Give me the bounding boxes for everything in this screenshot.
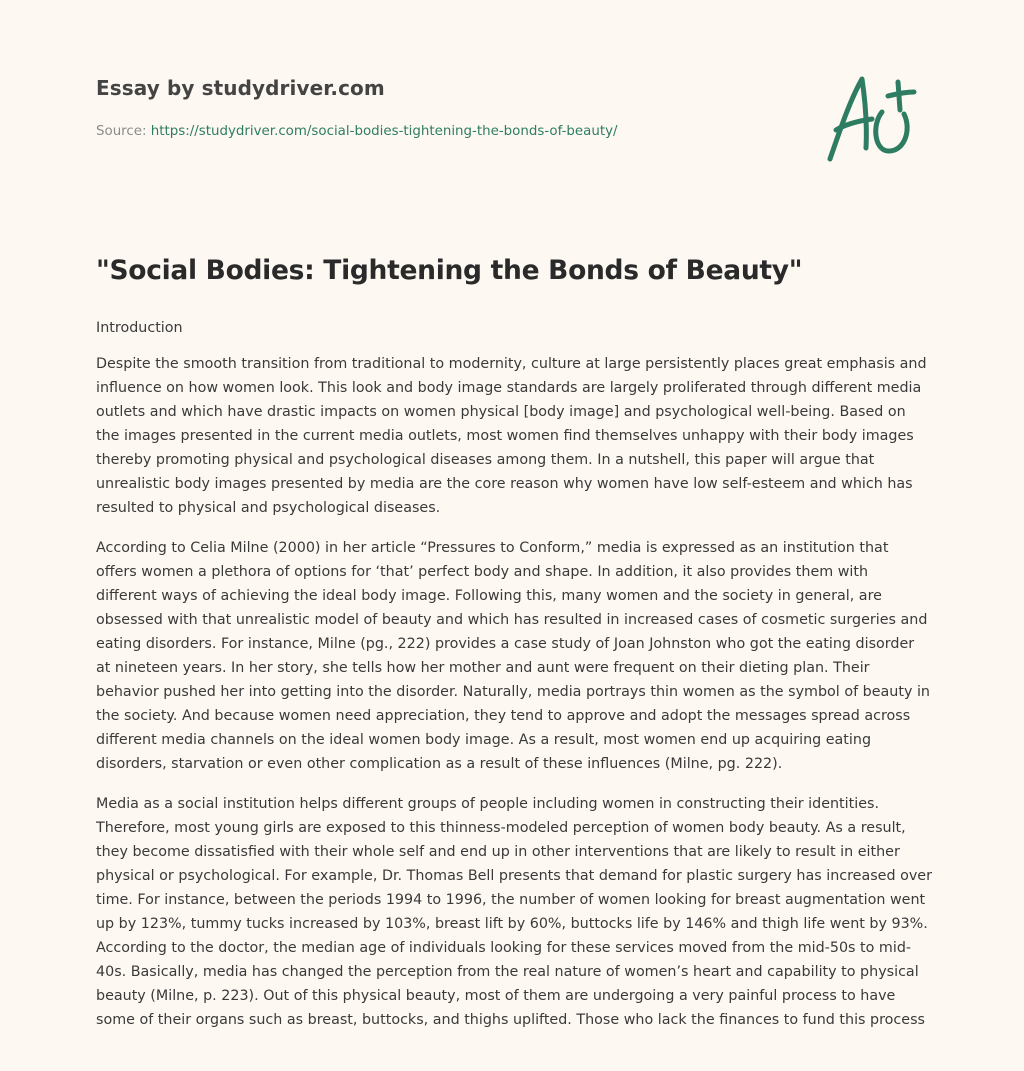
essay-body (96, 316, 932, 1048)
source-line (96, 124, 796, 139)
paragraph: According to Celia Milne (2000) in her article “Pressures to Conform,” media is expressed as an institution that offers women a plethora of options for ‘that’ perfect body and shape. In addition, it also provides them with different ways of achieving the ideal body image. Following this, many women and the society in general, are obsessed with that unrealistic model of beauty and which has resulted in increased cases of cosmetic surgeries and eating disorders. For instance, Milne (pg., 222) provides a case study of Joan Johnston who got the eating disorder at nineteen years. In her story, she tells how her mother and aunt were frequent on their dieting plan. Their behavior pushed her into getting into the disorder. Naturally, media portrays thin women as the symbol of beauty in the society. And because women need appreciation, they tend to approve and adopt the messages spread across different media channels on the ideal women body image. As a result, most women end up acquiring eating disorders, starvation or even other complication as a result of these influences (Milne, pg. 222). (96, 540, 930, 772)
source-link[interactable]: https://studydriver.com/social-bodies-tightening-the-bonds-of-beauty/ (150, 124, 618, 139)
section-heading-introduction: Introduction (96, 320, 183, 336)
a-plus-logo-icon (822, 68, 928, 164)
source-label: Source: (96, 124, 151, 139)
paragraph: Despite the smooth transition from traditional to modernity, culture at large persistently places great emphasis and influence on how women look. This look and body image standards are largely proliferated through different media outlets and which have drastic impacts on women physical [body image] and psychological well-being. Based on the images presented in the current media outlets, most women find themselves unhappy with their body images thereby promoting physical and psychological diseases among them. In a nutshell, this paper will argue that unrealistic body images presented by media are the core reason why women have low self-esteem and which has resulted to physical and psychological diseases. (96, 356, 927, 516)
essay-by-label: Essay by studydriver.com (96, 76, 385, 100)
essay-header (96, 76, 796, 139)
paragraph: Media as a social institution helps different groups of people including women in constructing their identities. Therefore, most young girls are exposed to this thinness-modeled perception of women body beauty. As a result, they become dissatisfied with their whole self and end up in other interventions that are likely to result in either physical or psychological. For example, Dr. Thomas Bell presents that demand for plastic surgery has increased over time. For instance, between the periods 1994 to 1996, the number of women looking for breast augmentation went up by 123%, tummy tucks increased by 103%, breast lift by 60%, buttocks life by 146% and thigh life went by 93%. According to the doctor, the median age of individuals looking for these services moved from the mid-50s to mid-40s. Basically, media has changed the perception from the real nature of women’s heart and capability to physical beauty (Milne, p. 223). Out of this physical beauty, most of them are undergoing a very painful process to have some of their organs such as breast, buttocks, and thighs uplifted. Those who lack the finances to fund this process (96, 796, 932, 1028)
essay-title: "Social Bodies: Tightening the Bonds of Beauty" (96, 255, 803, 286)
